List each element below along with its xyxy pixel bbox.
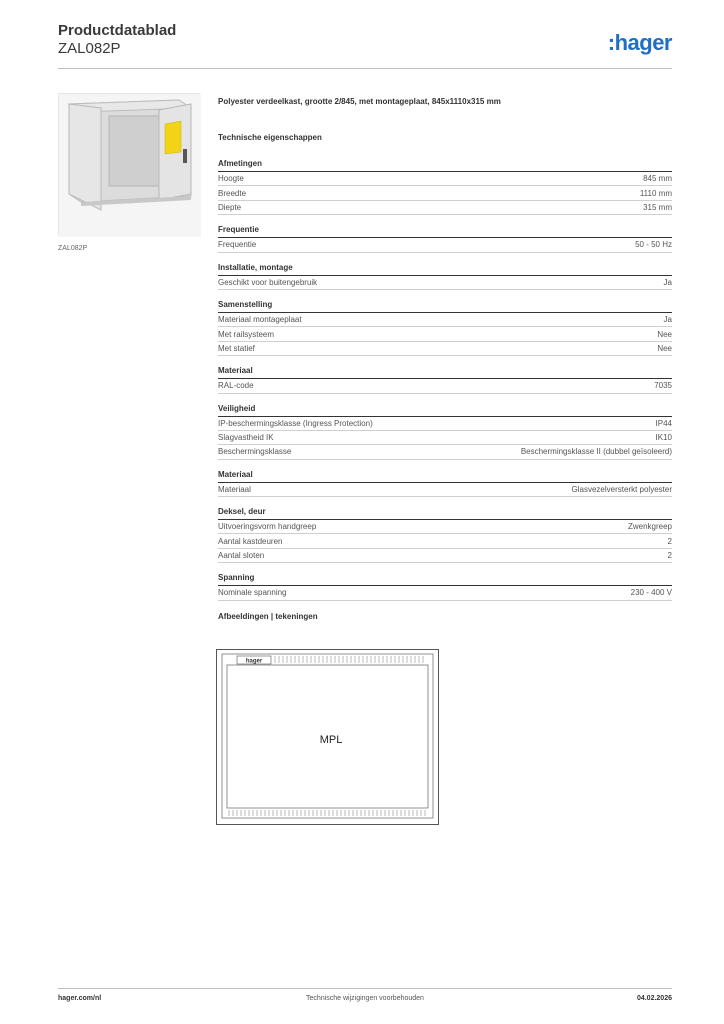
spec-label: IP-beschermingsklasse (Ingress Protection) (218, 418, 373, 428)
spec-value: 2 (667, 536, 672, 546)
spec-group-title: Materiaal (218, 469, 672, 483)
spec-row (218, 172, 672, 186)
spec-group-title: Samenstelling (218, 299, 672, 313)
spec-group (218, 262, 672, 290)
product-image (58, 93, 200, 236)
spec-value: Nee (657, 329, 672, 339)
spec-value: 7035 (654, 381, 672, 391)
specification-section (218, 96, 672, 623)
spec-group (218, 469, 672, 497)
image-caption: ZAL082P (58, 245, 88, 252)
spec-row (218, 431, 672, 445)
spec-label: Hoogte (218, 174, 244, 184)
technical-drawing (216, 649, 439, 825)
spec-row (218, 379, 672, 393)
spec-label: Slagvastheid IK (218, 433, 274, 443)
spec-row (218, 520, 672, 534)
spec-group (218, 506, 672, 563)
product-code: ZAL082P (58, 40, 121, 57)
section-title: Technische eigenschappen (218, 133, 322, 142)
spec-value: 230 - 400 V (630, 588, 672, 598)
spec-value: Zwenkgreep (627, 522, 672, 532)
spec-group (218, 158, 672, 215)
spec-value: IK10 (655, 433, 672, 443)
spec-group-title: Frequentie (218, 224, 672, 238)
spec-row (218, 238, 672, 252)
spec-label: Diepte (218, 202, 242, 212)
spec-row (218, 445, 672, 459)
spec-label: Met railsysteem (218, 329, 275, 339)
spec-value: Ja (663, 277, 672, 287)
spec-label: Breedte (218, 188, 247, 198)
spec-group (218, 572, 672, 600)
footer-disclaimer: Technische wijzigingen voorbehouden (306, 995, 424, 1002)
footer-date: 04.02.2026 (636, 995, 672, 1002)
spec-group-title: Spanning (218, 572, 672, 586)
spec-value: Glasvezelversterkt polyester (571, 484, 672, 494)
cabinet-illustration (59, 94, 201, 237)
spec-label: RAL-code (218, 381, 254, 391)
spec-label: Uitvoeringsvorm handgreep (218, 522, 317, 532)
spec-group (218, 224, 672, 252)
drawing-badge: hager (245, 658, 263, 665)
spec-group (218, 365, 672, 393)
spec-label: Met statief (218, 343, 255, 353)
mpl-drawing (217, 650, 438, 824)
spec-row (218, 327, 672, 341)
spec-label: Frequentie (218, 240, 257, 250)
spec-row (218, 549, 672, 563)
spec-label: Aantal sloten (218, 551, 265, 561)
spec-row (218, 534, 672, 548)
spec-row (218, 417, 672, 431)
spec-group-title: Veiligheid (218, 403, 672, 417)
spec-label: Beschermingsklasse (218, 447, 292, 457)
spec-value: 845 mm (643, 174, 672, 184)
spec-value: 315 mm (643, 202, 672, 212)
spec-label: Materiaal (218, 484, 251, 494)
spec-group-title: Installatie, montage (218, 262, 672, 276)
spec-value: 2 (667, 551, 672, 561)
spec-row (218, 186, 672, 200)
spec-value: 1110 mm (639, 188, 672, 198)
spec-label: Nominale spanning (218, 588, 287, 598)
spec-row (218, 313, 672, 327)
footer-divider (58, 988, 672, 989)
spec-value: Beschermingsklasse II (dubbel geïsoleerd) (520, 447, 672, 457)
spec-value: 50 - 50 Hz (635, 240, 672, 250)
document-title: Productdatablad (58, 22, 177, 39)
spec-groups (218, 158, 672, 601)
product-description: Polyester verdeelkast, grootte 2/845, met montageplaat, 845x1110x315 mm (218, 97, 501, 106)
spec-value: Nee (657, 343, 672, 353)
drawing-label-mpl: MPL (319, 734, 343, 746)
footer-website-link[interactable]: hager.com/nl (58, 995, 102, 1002)
spec-row (218, 586, 672, 600)
spec-row (218, 342, 672, 356)
spec-label: Aantal kastdeuren (218, 536, 283, 546)
spec-group (218, 403, 672, 460)
hager-logo[interactable]: :hager (607, 30, 672, 55)
spec-group-title: Deksel, deur (218, 506, 672, 520)
spec-row (218, 276, 672, 290)
spec-row (218, 483, 672, 497)
spec-label: Materiaal montageplaat (218, 315, 302, 325)
spec-row (218, 201, 672, 215)
spec-group-title: Materiaal (218, 365, 672, 379)
document-header (58, 22, 672, 69)
document-footer (58, 995, 672, 1009)
spec-value: Ja (663, 315, 672, 325)
spec-group (218, 299, 672, 356)
spec-label: Geschikt voor buitengebruik (218, 277, 318, 287)
spec-group-title: Afmetingen (218, 158, 672, 172)
logo-text: hager (614, 30, 672, 55)
drawings-title: Afbeeldingen | tekeningen (218, 611, 318, 621)
spec-value: IP44 (655, 418, 672, 428)
